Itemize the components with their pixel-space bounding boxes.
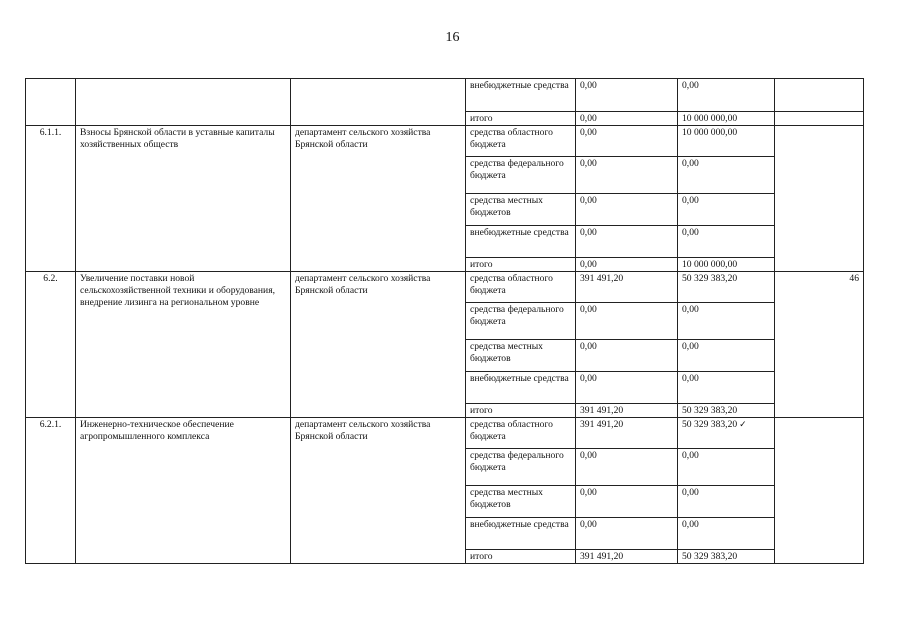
value-cell: 0,00 (576, 194, 678, 226)
value-cell: 0,00 (576, 112, 678, 126)
value-cell: 0,00 (576, 157, 678, 194)
source-cell: средства областного бюджета (466, 272, 576, 303)
source-cell: итого (466, 550, 576, 564)
item-number: 6.2. (26, 272, 76, 418)
value-cell: 0,00 (576, 79, 678, 112)
pen-mark: ✓ (739, 419, 747, 429)
value-cell: 0,00 (678, 449, 775, 486)
page-number: 16 (445, 30, 460, 45)
value-cell: 0,00 (678, 372, 775, 404)
value-cell: 0,00 (678, 486, 775, 518)
source-cell: средства местных бюджетов (466, 194, 576, 226)
name-cell (76, 79, 291, 126)
value-cell: 0,00 (678, 79, 775, 112)
value-cell: 391 491,20 (576, 418, 678, 449)
source-cell: внебюджетные средства (466, 518, 576, 550)
value-cell: 0,00 (576, 340, 678, 372)
extra-cell (775, 79, 864, 112)
value-cell: 391 491,20 (576, 404, 678, 418)
source-cell: средства федерального бюджета (466, 157, 576, 194)
item-name: Взносы Брянской области в уставные капиталы хозяйственных обществ (76, 126, 291, 272)
source-cell: итого (466, 258, 576, 272)
value-cell: 50 329 383,20 (678, 272, 775, 303)
value-cell: 0,00 (576, 449, 678, 486)
value-cell: 0,00 (576, 226, 678, 258)
value-cell: 0,00 (678, 194, 775, 226)
source-cell: итого (466, 404, 576, 418)
value-cell: 50 329 383,20 (678, 404, 775, 418)
value-cell: 10 000 000,00 (678, 258, 775, 272)
source-cell: средства федерального бюджета (466, 303, 576, 340)
value-cell: 0,00 (576, 486, 678, 518)
value-cell: 0,00 (576, 372, 678, 404)
value-cell: 0,00 (678, 157, 775, 194)
item-responsible: департамент сельского хозяйства Брянской области (291, 272, 466, 418)
value-cell: 0,00 (576, 518, 678, 550)
source-cell: средства местных бюджетов (466, 340, 576, 372)
value-cell: 10 000 000,00 (678, 126, 775, 157)
table-row (26, 79, 864, 112)
table-row (26, 126, 864, 157)
table-row (26, 418, 864, 449)
item-name: Инженерно-техническое обеспечение агропромышленного комплекса (76, 418, 291, 564)
value-cell: 391 491,20 (576, 272, 678, 303)
item-responsible: департамент сельского хозяйства Брянской области (291, 126, 466, 272)
table-row (26, 272, 864, 303)
value-cell: 0,00 (576, 303, 678, 340)
resp-cell (291, 79, 466, 126)
value-cell: 50 329 383,20 (678, 550, 775, 564)
value-cell: 0,00 (678, 226, 775, 258)
value-text: 50 329 383,20 (682, 419, 738, 430)
num-cell (26, 79, 76, 126)
extra-cell: 46 (775, 272, 864, 418)
item-number: 6.1.1. (26, 126, 76, 272)
source-cell: внебюджетные средства (466, 372, 576, 404)
source-cell: средства местных бюджетов (466, 486, 576, 518)
extra-cell (775, 126, 864, 272)
item-name: Увеличение поставки новой сельскохозяйственной техники и оборудования, внедрение лизинга на региональном уровне (76, 272, 291, 418)
item-number: 6.2.1. (26, 418, 76, 564)
source-cell: итого (466, 112, 576, 126)
source-cell: внебюджетные средства (466, 79, 576, 112)
value-cell: 0,00 (678, 518, 775, 550)
value-cell: 0,00 (576, 126, 678, 157)
source-cell: средства федерального бюджета (466, 449, 576, 486)
value-cell: 0,00 (678, 303, 775, 340)
value-cell: 10 000 000,00 (678, 112, 775, 126)
source-cell: средства областного бюджета (466, 418, 576, 449)
value-cell (678, 418, 775, 449)
source-cell: внебюджетные средства (466, 226, 576, 258)
source-cell: средства областного бюджета (466, 126, 576, 157)
value-cell: 0,00 (576, 258, 678, 272)
budget-table (25, 78, 864, 564)
value-cell: 0,00 (678, 340, 775, 372)
value-cell: 391 491,20 (576, 550, 678, 564)
extra-cell (775, 418, 864, 564)
item-responsible: департамент сельского хозяйства Брянской области (291, 418, 466, 564)
extra-cell (775, 112, 864, 126)
